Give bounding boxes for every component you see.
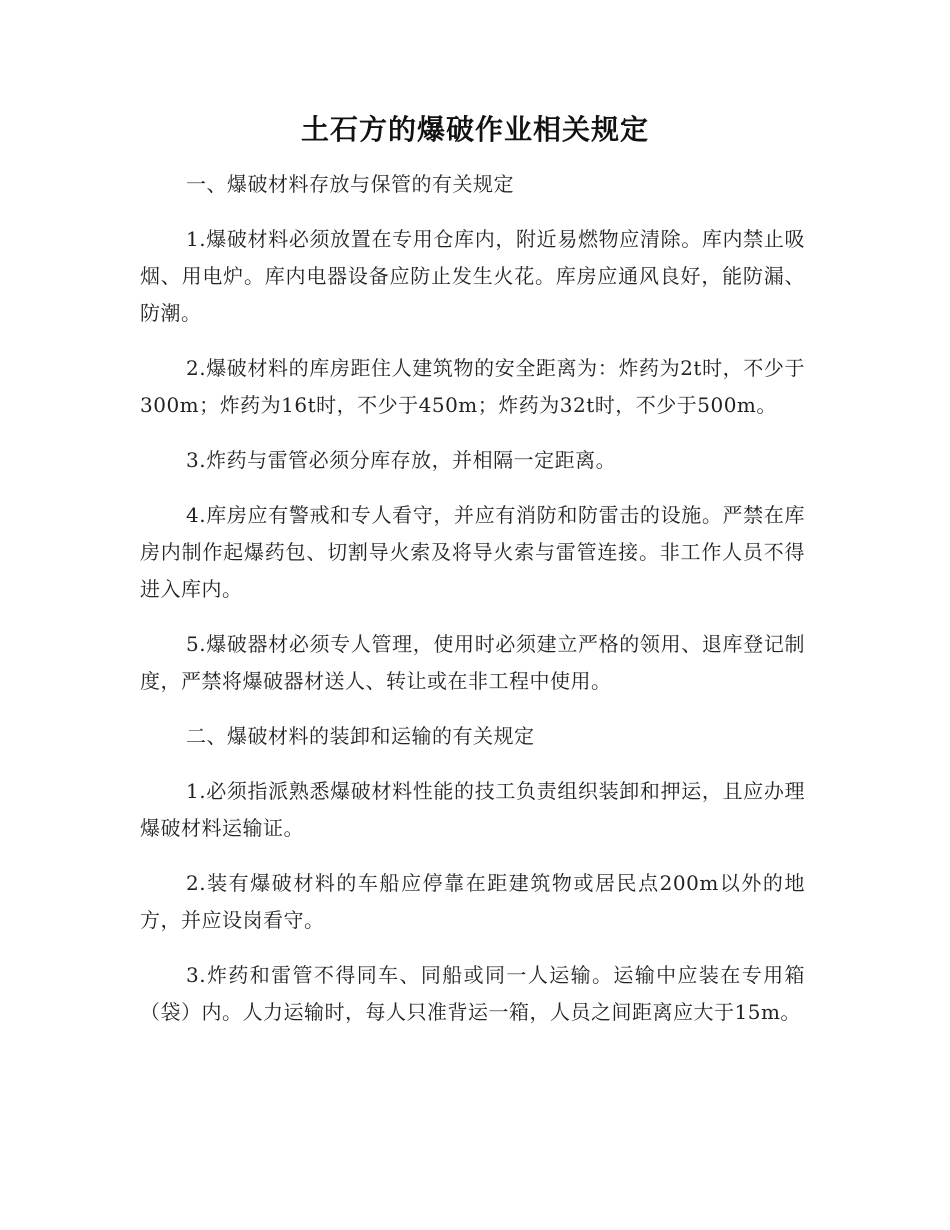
document-body [140, 166, 805, 1049]
paragraph: 5.爆破器材必须专人管理，使用时必须建立严格的领用、退库登记制度，严禁将爆破器材送人、转让或在非工程中使用。 [140, 632, 805, 693]
paragraph: 3.炸药和雷管不得同车、同船或同一人运输。运输中应装在专用箱（袋）内。人力运输时，每人只准背运一箱，人员之间距离应大于15m。 [140, 963, 805, 1024]
paragraph: 1.必须指派熟悉爆破材料性能的技工负责组织装卸和押运，且应办理爆破材料运输证。 [140, 779, 805, 840]
paragraph: 3.炸药与雷管必须分库存放，并相隔一定距离。 [186, 448, 617, 472]
paragraph: 4.库房应有警戒和专人看守，并应有消防和防雷击的设施。严禁在库房内制作起爆药包、切割导火索及将导火索与雷管连接。非工作人员不得进入库内。 [140, 503, 805, 601]
section-heading: 一、爆破材料存放与保管的有关规定 [186, 172, 514, 196]
paragraph: 2.爆破材料的库房距住人建筑物的安全距离为：炸药为2t时，不少于300m；炸药为16t时，不少于450m；炸药为32t时，不少于500m。 [140, 356, 805, 417]
paragraph: 1.爆破材料必须放置在专用仓库内，附近易燃物应清除。库内禁止吸烟、用电炉。库内电器设备应防止发生火花。库房应通风良好，能防漏、防潮。 [140, 227, 805, 325]
paragraph: 2.装有爆破材料的车船应停靠在距建筑物或居民点200m以外的地方，并应设岗看守。 [140, 871, 805, 932]
section-heading: 二、爆破材料的装卸和运输的有关规定 [186, 724, 535, 748]
document-title: 土石方的爆破作业相关规定 [300, 113, 649, 146]
